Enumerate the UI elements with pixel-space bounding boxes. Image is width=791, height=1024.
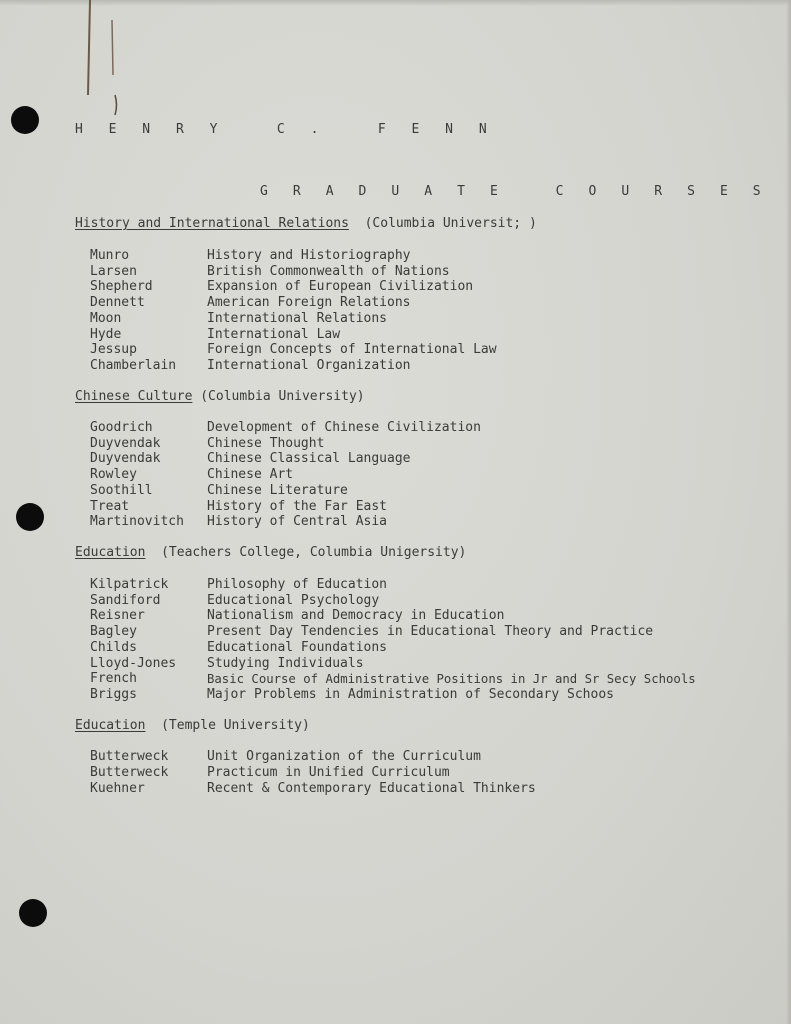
instructor-name: Briggs: [90, 687, 137, 702]
course-title: Basic Course of Administrative Positions in Jr and Sr Secy Schools: [207, 672, 696, 686]
course-title: Chinese Art: [207, 467, 294, 482]
instructor-name: Sandiford: [90, 593, 161, 608]
instructor-name: Soothill: [90, 483, 153, 498]
instructor-name: Duyvendak: [90, 451, 161, 466]
section-heading-education-temple: [75, 718, 310, 734]
section-institution: (Temple University): [161, 718, 310, 733]
course-title: Unit Organization of the Curriculum: [207, 749, 481, 764]
section-heading-chinese-culture: [75, 389, 365, 405]
staple-mark: [82, 0, 122, 120]
course-title: International Relations: [207, 311, 388, 326]
course-title: History and Historiography: [207, 248, 411, 263]
course-title: Practicum in Unified Curriculum: [207, 765, 450, 780]
course-title: History of Central Asia: [207, 514, 388, 529]
section-title: Chinese Culture: [75, 389, 193, 404]
course-title: Present Day Tendencies in Educational Theory and Practice: [207, 624, 654, 639]
course-title: Chinese Literature: [207, 483, 348, 498]
instructor-name: Larsen: [90, 264, 137, 279]
course-title: Educational Psychology: [207, 593, 380, 608]
section-heading-history: [75, 216, 537, 232]
instructor-name: Rowley: [90, 467, 137, 482]
course-title: Nationalism and Democracy in Education: [207, 608, 505, 623]
punch-hole-bottom: [19, 899, 47, 927]
course-title: British Commonwealth of Nations: [207, 264, 450, 279]
instructor-name: Chamberlain: [90, 358, 177, 373]
instructor-name: Bagley: [90, 624, 137, 639]
instructor-name: Goodrich: [90, 420, 153, 435]
instructor-name: Jessup: [90, 342, 137, 357]
instructor-name: Moon: [90, 311, 122, 326]
author-name: H E N R Y C . F E N N: [75, 122, 496, 137]
course-title: History of the Far East: [207, 499, 388, 514]
instructor-name: Kuehner: [90, 781, 145, 796]
section-title: History and International Relations: [75, 216, 349, 231]
instructor-name: Martinovitch: [90, 514, 184, 529]
page-title: G R A D U A T E C O U R S E S: [260, 184, 770, 199]
course-title: Chinese Classical Language: [207, 451, 411, 466]
section-title: Education: [75, 718, 146, 733]
instructor-name: Butterweck: [90, 765, 169, 780]
course-title: Recent & Contemporary Educational Thinkers: [207, 781, 536, 796]
page-right-edge: [786, 0, 791, 1024]
course-title: Educational Foundations: [207, 640, 388, 655]
section-heading-education-tc: [75, 545, 466, 561]
instructor-name: Hyde: [90, 327, 122, 342]
instructor-name: Childs: [90, 640, 137, 655]
section-title: Education: [75, 545, 146, 560]
instructor-name: Shepherd: [90, 279, 153, 294]
instructor-name: Duyvendak: [90, 436, 161, 451]
instructor-name: French: [90, 671, 137, 686]
course-title: Studying Individuals: [207, 656, 364, 671]
punch-hole-top: [11, 106, 39, 134]
instructor-name: Munro: [90, 248, 130, 263]
section-institution: (Columbia University): [200, 389, 365, 404]
course-title: Foreign Concepts of International Law: [207, 342, 497, 357]
instructor-name: Dennett: [90, 295, 145, 310]
course-title: American Foreign Relations: [207, 295, 411, 310]
course-title: Development of Chinese Civilization: [207, 420, 481, 435]
course-title: Expansion of European Civilization: [207, 279, 474, 294]
section-institution: (Teachers College, Columbia Unigersity): [161, 545, 467, 560]
punch-hole-middle: [16, 503, 44, 531]
course-title: Major Problems in Administration of Secondary Schoos: [207, 687, 614, 702]
instructor-name: Reisner: [90, 608, 145, 623]
instructor-name: Kilpatrick: [90, 577, 169, 592]
instructor-name: Treat: [90, 499, 130, 514]
course-title: Chinese Thought: [207, 436, 325, 451]
course-title: International Law: [207, 327, 341, 342]
instructor-name: Lloyd-Jones: [90, 656, 177, 671]
section-institution: (Columbia Universit; ): [364, 216, 537, 231]
course-title: International Organization: [207, 358, 411, 373]
course-title: Philosophy of Education: [207, 577, 388, 592]
instructor-name: Butterweck: [90, 749, 169, 764]
